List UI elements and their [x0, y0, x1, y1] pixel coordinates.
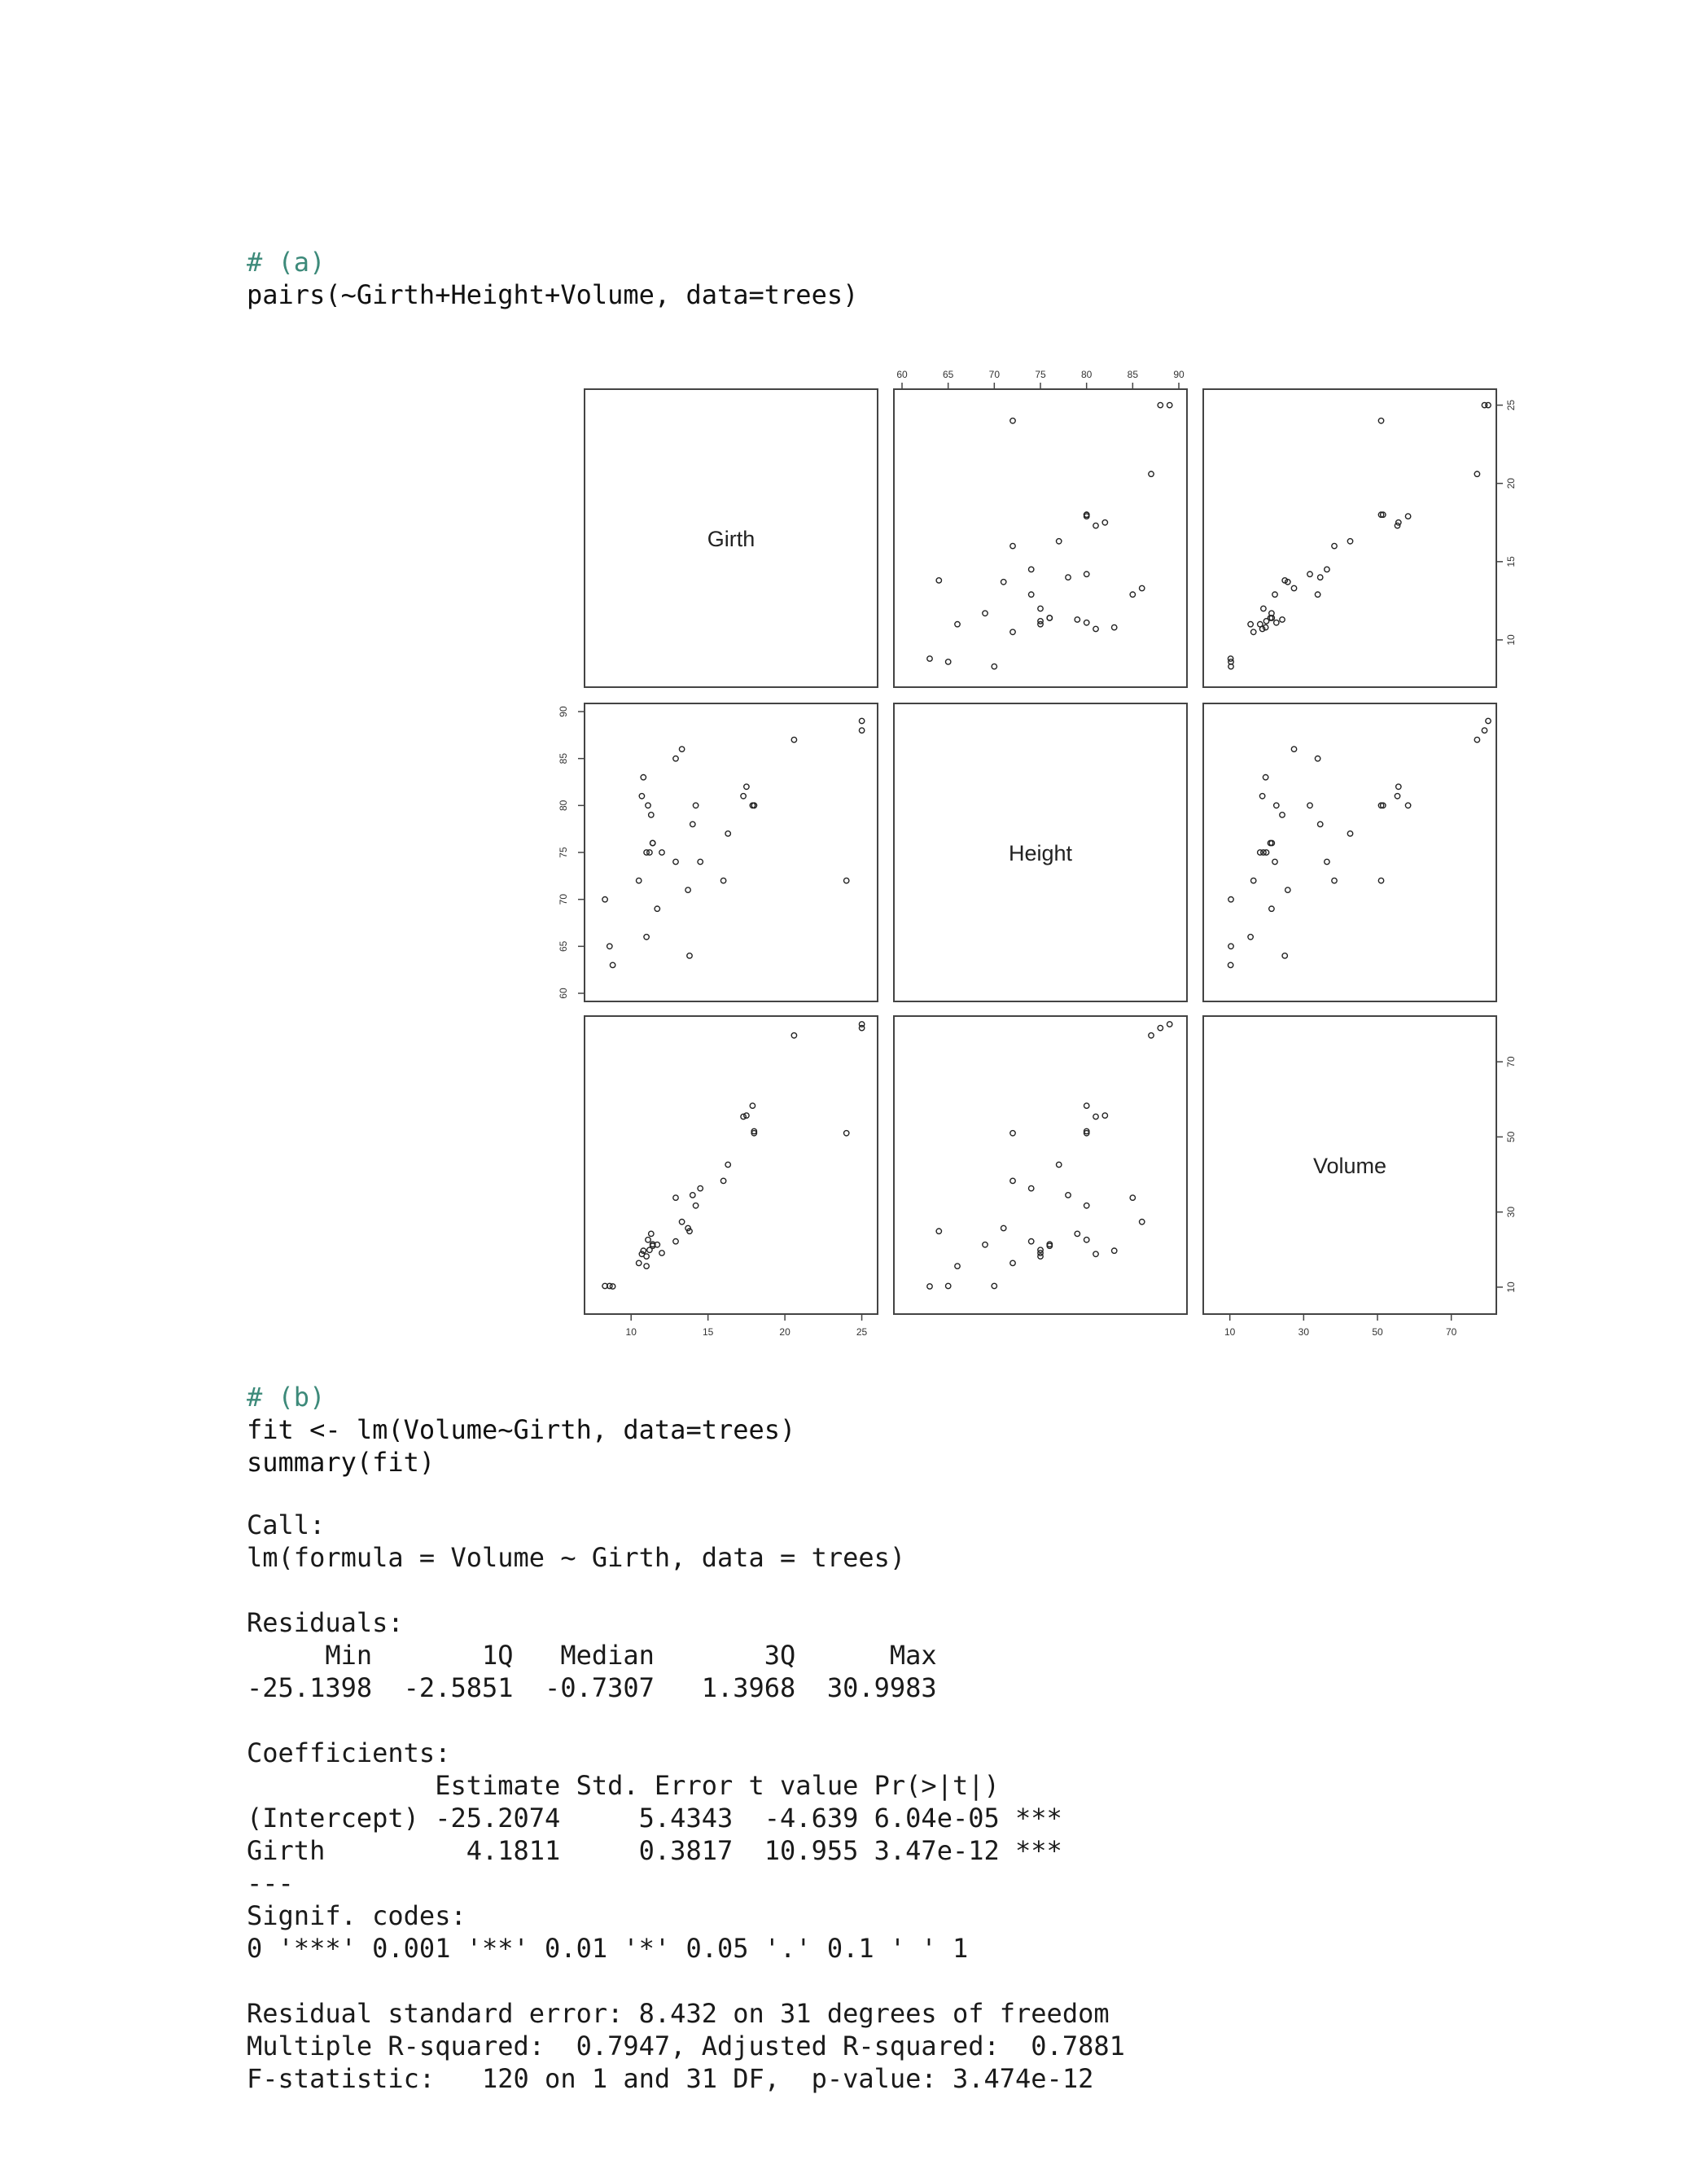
- point-height-vs-volume-23: [1332, 878, 1337, 883]
- point-girth-vs-volume-21: [1307, 572, 1312, 576]
- point-volume-vs-height-1: [946, 1283, 951, 1288]
- signif-header: Signif. codes:: [247, 1900, 466, 1931]
- tick-label-volume-10-right: 10: [1505, 1282, 1517, 1293]
- tick-label-girth-10-right: 10: [1505, 634, 1517, 646]
- point-girth-vs-volume-26: [1396, 520, 1401, 525]
- coefficients-header: Coefficients:: [247, 1737, 451, 1768]
- point-volume-vs-height-31: [1010, 1131, 1015, 1136]
- point-height-vs-girth-20: [690, 822, 695, 826]
- tick-label-height-85: 85: [1127, 369, 1139, 380]
- point-volume-vs-girth-16: [673, 1195, 678, 1200]
- point-height-vs-girth-14: [659, 850, 664, 855]
- tick-label-volume-50-right: 50: [1505, 1131, 1517, 1143]
- point-girth-vs-height-16: [1130, 592, 1135, 597]
- tick-label-height-75-left: 75: [558, 847, 569, 858]
- point-height-vs-girth-1: [607, 944, 612, 949]
- tick-label-girth-25: 25: [856, 1326, 868, 1338]
- point-girth-vs-height-23: [1010, 543, 1015, 548]
- point-girth-vs-volume-17: [1291, 585, 1296, 590]
- point-height-vs-volume-27: [1405, 803, 1410, 808]
- point-height-vs-volume-17: [1291, 747, 1296, 751]
- point-girth-vs-height-31: [1010, 418, 1015, 423]
- point-girth-vs-volume-2: [1228, 656, 1233, 661]
- tick-label-girth-10: 10: [625, 1326, 637, 1338]
- point-girth-vs-height-19: [936, 578, 941, 583]
- point-girth-vs-height-21: [1084, 572, 1089, 576]
- point-volume-vs-height-4: [1093, 1251, 1098, 1256]
- tick-label-height-60-left: 60: [558, 988, 569, 999]
- point-height-vs-volume-24: [1347, 831, 1352, 836]
- point-volume-vs-height-20: [1066, 1193, 1071, 1198]
- point-girth-vs-volume-7: [1258, 622, 1263, 627]
- point-height-vs-volume-13: [1269, 906, 1274, 911]
- point-girth-vs-height-15: [1029, 592, 1034, 597]
- point-height-vs-volume-33: [1486, 718, 1491, 723]
- point-height-vs-girth-8: [646, 803, 650, 808]
- point-volume-vs-height-16: [1130, 1195, 1135, 1200]
- point-height-vs-girth-10: [649, 813, 654, 817]
- point-height-vs-volume-22: [1325, 859, 1329, 864]
- point-height-vs-volume-2: [1228, 962, 1233, 967]
- point-volume-vs-girth-10: [649, 1231, 654, 1236]
- point-volume-vs-height-32: [1158, 1025, 1163, 1030]
- point-girth-vs-height-8: [1084, 620, 1089, 625]
- point-volume-vs-height-25: [1093, 1114, 1098, 1119]
- tick-label-height-80: 80: [1080, 369, 1093, 380]
- tick-label-height-80-left: 80: [558, 800, 569, 812]
- point-girth-vs-height-6: [955, 622, 960, 627]
- point-height-vs-girth-6: [644, 935, 649, 940]
- separator: ---: [247, 1868, 294, 1899]
- point-height-vs-girth-23: [720, 878, 725, 883]
- point-height-vs-volume-26: [1396, 784, 1401, 789]
- point-volume-vs-girth-22: [698, 1185, 703, 1190]
- pairs-call: pairs(~Girth+Height+Volume, data=trees): [247, 279, 859, 310]
- tick-label-volume-10: 10: [1224, 1326, 1236, 1338]
- point-girth-vs-volume-20: [1318, 575, 1323, 580]
- point-height-vs-girth-22: [698, 859, 703, 864]
- point-volume-vs-height-15: [1029, 1239, 1034, 1244]
- summary-call: summary(fit): [247, 1447, 436, 1478]
- point-height-vs-girth-24: [725, 831, 730, 836]
- point-volume-vs-girth-23: [720, 1178, 725, 1183]
- point-height-vs-girth-3: [637, 878, 642, 883]
- point-volume-vs-girth-14: [659, 1251, 664, 1255]
- point-height-vs-girth-18: [685, 887, 690, 892]
- point-girth-vs-height-22: [1029, 567, 1034, 572]
- point-girth-vs-height-3: [1010, 629, 1015, 634]
- code-block-b: [247, 1381, 795, 1479]
- point-height-vs-girth-30: [791, 737, 796, 742]
- tick-label-volume-70: 70: [1445, 1326, 1457, 1338]
- tick-label-girth-20-right: 20: [1505, 478, 1517, 489]
- fit-assignment: fit <- lm(Volume~Girth, data=trees): [247, 1414, 796, 1445]
- point-height-vs-volume-20: [1318, 822, 1323, 826]
- point-height-vs-girth-16: [673, 756, 678, 761]
- coefficient-girth-row: Girth 4.1811 0.3817 10.955 3.47e-12 ***: [247, 1835, 1062, 1866]
- point-volume-vs-height-27: [1084, 1103, 1089, 1108]
- panel-0-1: [894, 389, 1187, 687]
- tick-label-height-65-left: 65: [558, 940, 569, 953]
- residuals-values: -25.1398 -2.5851 -0.7307 1.3968 30.9983: [247, 1672, 953, 1703]
- point-volume-vs-height-6: [955, 1264, 960, 1268]
- point-girth-vs-height-13: [983, 611, 988, 616]
- point-height-vs-volume-31: [1378, 878, 1383, 883]
- diagonal-label-volume: Volume: [1312, 1154, 1387, 1178]
- tick-label-volume-30-right: 30: [1505, 1206, 1517, 1218]
- point-girth-vs-volume-27: [1405, 514, 1410, 519]
- point-volume-vs-girth-24: [725, 1162, 730, 1167]
- tick-label-height-70-left: 70: [558, 893, 569, 905]
- point-height-vs-volume-0: [1228, 897, 1233, 902]
- residual-standard-error: Residual standard error: 8.432 on 31 degrees of freedom: [247, 1998, 1110, 2029]
- point-girth-vs-height-26: [1102, 520, 1107, 525]
- point-girth-vs-volume-22: [1325, 567, 1329, 572]
- point-girth-vs-height-24: [1057, 539, 1062, 544]
- point-volume-vs-height-30: [1149, 1033, 1154, 1038]
- point-volume-vs-height-3: [1010, 1260, 1015, 1265]
- regression-output: [247, 1509, 1125, 2095]
- call-header: Call:: [247, 1509, 326, 1540]
- point-girth-vs-height-17: [1140, 585, 1145, 590]
- point-height-vs-volume-25: [1395, 794, 1399, 799]
- point-volume-vs-girth-30: [791, 1033, 796, 1038]
- point-height-vs-girth-0: [602, 897, 607, 902]
- tick-label-girth-15: 15: [702, 1326, 714, 1338]
- coefficients-columns: Estimate Std. Error t value Pr(>|t|): [247, 1770, 1062, 1801]
- point-height-vs-girth-4: [639, 794, 644, 799]
- point-girth-vs-height-10: [1075, 617, 1080, 622]
- point-height-vs-volume-16: [1315, 756, 1320, 761]
- tick-label-girth-25-right: 25: [1505, 399, 1517, 411]
- point-height-vs-girth-25: [741, 794, 746, 799]
- point-volume-vs-height-2: [927, 1284, 932, 1289]
- point-height-vs-volume-32: [1482, 728, 1487, 733]
- point-height-vs-girth-26: [744, 784, 749, 789]
- point-height-vs-volume-15: [1272, 859, 1277, 864]
- diagonal-label-height: Height: [1008, 841, 1073, 865]
- point-volume-vs-girth-31: [844, 1131, 849, 1136]
- diagonal-label-girth: Girth: [707, 527, 755, 551]
- point-volume-vs-height-23: [1010, 1178, 1015, 1183]
- tick-label-height-60: 60: [896, 369, 908, 380]
- point-volume-vs-girth-7: [644, 1254, 649, 1259]
- point-girth-vs-height-25: [1093, 523, 1098, 528]
- point-volume-vs-height-17: [1140, 1220, 1145, 1225]
- point-girth-vs-height-0: [992, 664, 996, 668]
- point-volume-vs-girth-8: [646, 1238, 650, 1242]
- point-girth-vs-volume-33: [1486, 402, 1491, 407]
- point-volume-vs-girth-3: [637, 1260, 642, 1265]
- point-volume-vs-height-10: [1075, 1231, 1080, 1236]
- point-height-vs-girth-12: [650, 840, 655, 845]
- point-height-vs-volume-19: [1282, 953, 1287, 958]
- point-girth-vs-volume-16: [1315, 592, 1320, 597]
- point-height-vs-volume-5: [1263, 775, 1268, 780]
- tick-label-height-75: 75: [1035, 369, 1046, 380]
- point-volume-vs-girth-17: [679, 1220, 684, 1225]
- point-height-vs-volume-6: [1248, 935, 1253, 940]
- point-height-vs-girth-17: [679, 747, 684, 751]
- point-height-vs-girth-31: [844, 878, 849, 883]
- point-volume-vs-height-22: [1029, 1185, 1034, 1190]
- panel-1-0: [585, 703, 878, 1001]
- point-height-vs-girth-15: [673, 859, 678, 864]
- point-volume-vs-height-33: [1167, 1022, 1172, 1027]
- point-height-vs-volume-10: [1280, 813, 1285, 817]
- r-squared: Multiple R-squared: 0.7947, Adjusted R-squared: 0.7881: [247, 2031, 1125, 2061]
- point-volume-vs-height-0: [992, 1283, 996, 1288]
- tick-label-volume-30: 30: [1298, 1326, 1310, 1338]
- panel-2-1: [894, 1016, 1187, 1314]
- coefficient-intercept-row: (Intercept) -25.2074 5.4343 -4.639 6.04e-05 ***: [247, 1803, 1062, 1834]
- point-height-vs-girth-13: [655, 906, 659, 911]
- point-girth-vs-height-30: [1149, 471, 1154, 476]
- point-height-vs-girth-33: [859, 718, 864, 723]
- point-volume-vs-girth-6: [644, 1264, 649, 1268]
- tick-label-volume-70-right: 70: [1505, 1056, 1517, 1067]
- panel-1-2: [1203, 703, 1496, 1001]
- signif-codes: 0 '***' 0.001 '**' 0.01 '*' 0.05 '.' 0.1 ' ' 1: [247, 1933, 969, 1964]
- point-girth-vs-height-2: [927, 656, 932, 661]
- point-height-vs-girth-2: [610, 962, 615, 967]
- point-volume-vs-height-19: [936, 1229, 941, 1233]
- point-girth-vs-height-32: [1158, 402, 1163, 407]
- point-girth-vs-volume-15: [1272, 592, 1277, 597]
- point-girth-vs-volume-31: [1378, 418, 1383, 423]
- tick-label-height-65: 65: [942, 369, 954, 380]
- point-girth-vs-volume-14: [1261, 606, 1266, 611]
- tick-label-height-70: 70: [988, 369, 1001, 380]
- point-girth-vs-height-33: [1167, 402, 1172, 407]
- point-height-vs-girth-21: [693, 803, 698, 808]
- point-girth-vs-height-20: [1066, 575, 1071, 580]
- point-girth-vs-height-5: [1112, 624, 1117, 629]
- point-volume-vs-girth-21: [693, 1203, 698, 1208]
- residuals-header: Residuals:: [247, 1607, 404, 1638]
- point-height-vs-volume-3: [1251, 878, 1256, 883]
- point-girth-vs-volume-24: [1347, 539, 1352, 544]
- point-volume-vs-height-21: [1084, 1203, 1089, 1208]
- point-girth-vs-height-1: [946, 659, 951, 664]
- residuals-labels: Min 1Q Median 3Q Max: [247, 1640, 953, 1671]
- f-statistic: F-statistic: 120 on 1 and 31 DF, p-value: 3.474e-12: [247, 2063, 1094, 2094]
- tick-label-volume-50: 50: [1372, 1326, 1383, 1338]
- point-height-vs-volume-30: [1474, 737, 1479, 742]
- point-height-vs-volume-1: [1228, 944, 1233, 949]
- point-volume-vs-height-13: [983, 1242, 988, 1247]
- point-volume-vs-height-18: [1001, 1225, 1006, 1230]
- point-height-vs-girth-5: [641, 775, 646, 780]
- tick-label-girth-20: 20: [779, 1326, 790, 1338]
- point-volume-vs-girth-20: [690, 1193, 695, 1198]
- point-girth-vs-height-4: [1093, 626, 1098, 631]
- point-volume-vs-height-26: [1102, 1113, 1107, 1118]
- tick-label-height-85-left: 85: [558, 752, 569, 765]
- point-volume-vs-height-8: [1084, 1238, 1089, 1242]
- tick-label-height-90: 90: [1173, 369, 1185, 380]
- point-height-vs-volume-8: [1274, 803, 1279, 808]
- point-height-vs-volume-4: [1259, 794, 1264, 799]
- point-girth-vs-volume-30: [1474, 471, 1479, 476]
- point-height-vs-girth-19: [687, 953, 692, 958]
- point-height-vs-volume-18: [1285, 887, 1290, 892]
- point-girth-vs-volume-23: [1332, 543, 1337, 548]
- point-height-vs-volume-21: [1307, 803, 1312, 808]
- point-height-vs-girth-32: [859, 728, 864, 733]
- tick-label-height-90-left: 90: [558, 706, 569, 717]
- point-volume-vs-girth-15: [673, 1239, 678, 1244]
- point-girth-vs-volume-10: [1280, 617, 1285, 622]
- comment-b: # (b): [247, 1382, 326, 1413]
- point-girth-vs-height-12: [1047, 616, 1052, 620]
- comment-a: # (a): [247, 247, 326, 278]
- point-volume-vs-height-24: [1057, 1162, 1062, 1167]
- point-girth-vs-volume-6: [1248, 622, 1253, 627]
- point-girth-vs-volume-3: [1251, 629, 1256, 634]
- point-girth-vs-height-18: [1001, 580, 1006, 585]
- point-volume-vs-girth-27: [750, 1103, 755, 1108]
- point-volume-vs-height-5: [1112, 1248, 1117, 1253]
- point-volume-vs-girth-33: [859, 1022, 864, 1027]
- call-formula: lm(formula = Volume ~ Girth, data = trees): [247, 1542, 906, 1573]
- point-girth-vs-volume-8: [1274, 620, 1279, 625]
- point-girth-vs-height-14: [1038, 606, 1043, 611]
- tick-label-girth-15-right: 15: [1505, 556, 1517, 567]
